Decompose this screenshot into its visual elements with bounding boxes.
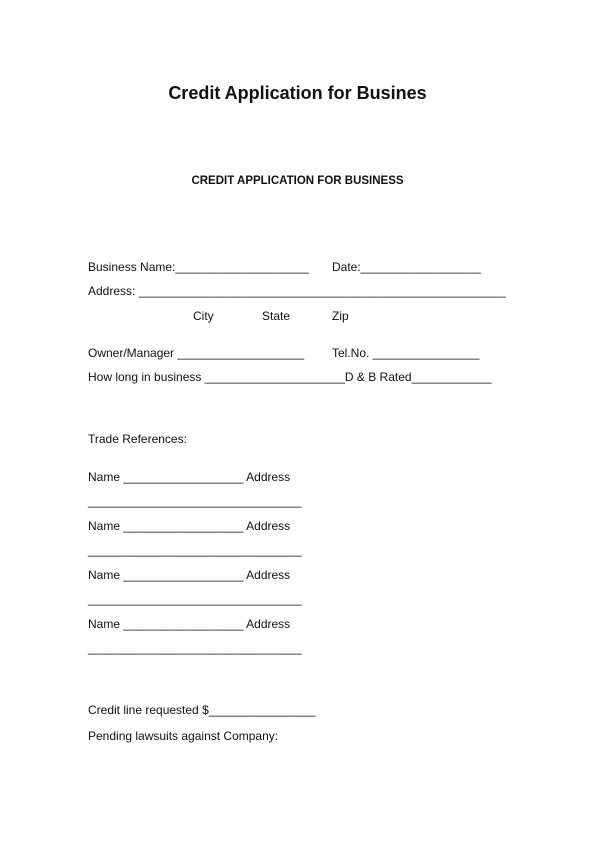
trade-reference-2-address-line[interactable]: ________________________________ [88, 543, 302, 557]
trade-references-heading: Trade References: [88, 432, 187, 446]
trade-reference-3-name-field[interactable]: Name __________________ Address [88, 568, 291, 582]
city-label: City [193, 309, 214, 323]
form-heading: CREDIT APPLICATION FOR BUSINESS [191, 175, 404, 187]
how-long-in-business-field[interactable]: How long in business _____________________D & B Rated____________ [88, 370, 492, 384]
zip-label: Zip [332, 309, 349, 323]
trade-reference-4-name-field[interactable]: Name __________________ Address [88, 617, 291, 631]
trade-reference-1-address-line[interactable]: ________________________________ [88, 494, 302, 508]
state-label: State [262, 309, 291, 323]
trade-reference-4-address-line[interactable]: ________________________________ [88, 641, 302, 655]
document-title: Credit Application for Busines [168, 83, 427, 103]
trade-reference-1-name-field[interactable]: Name __________________ Address [88, 470, 291, 484]
date-field[interactable]: Date:__________________ [332, 260, 481, 274]
pending-lawsuits-label: Pending lawsuits against Company: [88, 729, 279, 743]
tel-no-field[interactable]: Tel.No. ________________ [332, 346, 480, 360]
address-field[interactable]: Address: _______________________________________________________ [88, 284, 506, 298]
trade-reference-2-name-field[interactable]: Name __________________ Address [88, 519, 291, 533]
owner-manager-field[interactable]: Owner/Manager ___________________ [88, 346, 305, 360]
business-name-field[interactable]: Business Name:____________________ [88, 260, 309, 274]
trade-reference-3-address-line[interactable]: ________________________________ [88, 592, 302, 606]
credit-line-requested-field[interactable]: Credit line requested $________________ [88, 703, 316, 717]
